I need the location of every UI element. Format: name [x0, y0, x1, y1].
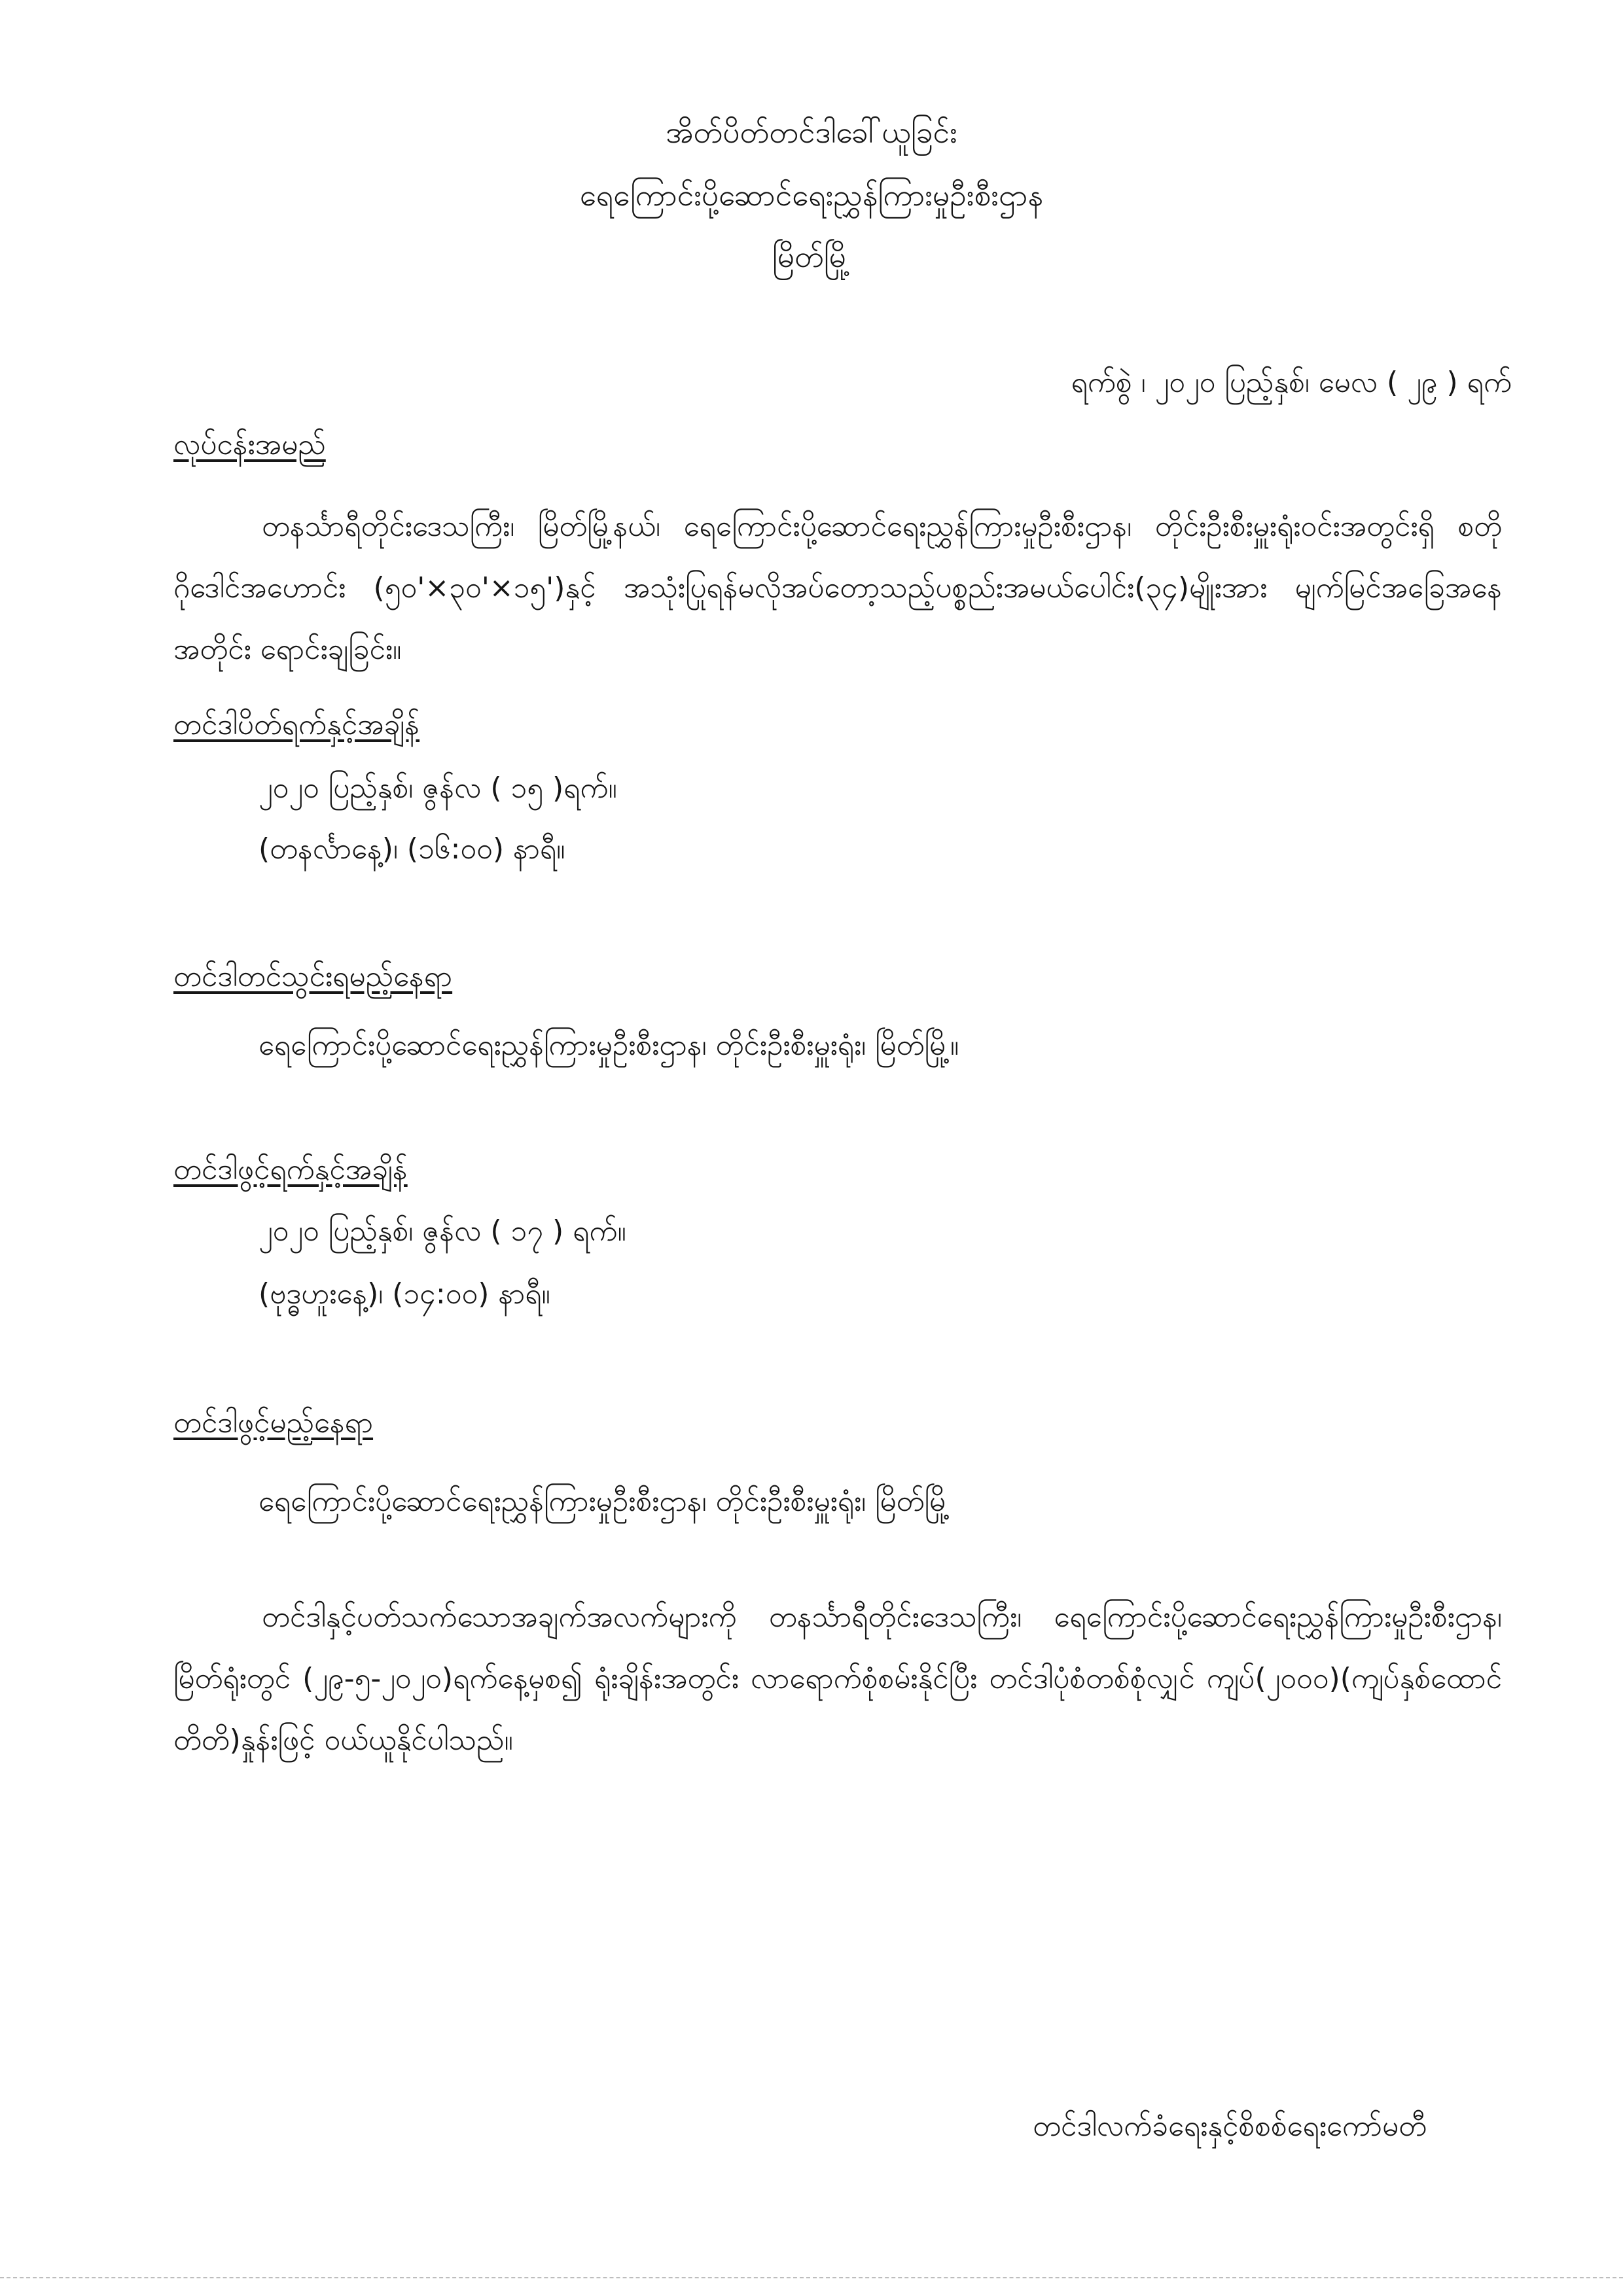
- project-name-body: တနင်္သာရီတိုင်းဒေသကြီး၊ မြိတ်မြို့နယ်၊ ရေကြောင်းပို့ဆောင်ရေးညွှန်ကြားမှုဦးစီးဌာန၊ တိုင်းဦးစီးမှူးရုံးဝင်းအတွင်းရှိ စတိုဂိုဒေါင်အဟောင်း (၅၀'×၃၀'×၁၅')နှင့် အသုံးပြုရန်မလိုအပ်တော့သည့်ပစ္စည်းအမယ်ပေါင်း(၃၄)မျိုးအား မျက်မြင်အခြေအနေအတိုင်း ရောင်းချခြင်း။: [173, 510, 1502, 666]
- city-name: မြိတ်မြို့: [772, 239, 851, 274]
- closing-date-heading: တင်ဒါပိတ်ရက်နှင့်အချိန်: [173, 708, 420, 741]
- submission-place-heading: တင်ဒါတင်သွင်းရမည့်နေရာ: [173, 960, 453, 993]
- notice-date: ရက်စွဲ ၊ ၂၀၂၀ ပြည့်နှစ်၊ မေလ ( ၂၉ ) ရက်: [1071, 366, 1512, 399]
- opening-time-line: (ဗုဒ္ဓဟူးနေ့)၊ (၁၄:၀၀) နာရီ။: [259, 1277, 550, 1311]
- submission-place-line: ရေကြောင်းပို့ဆောင်ရေးညွှန်ကြားမှုဦးစီးဌာန၊ တိုင်းဦးစီးမှူးရုံး၊ မြိတ်မြို့။: [259, 1029, 959, 1062]
- notice-title: အိတ်ပိတ်တင်ဒါခေါ်ယူခြင်း: [666, 115, 957, 150]
- opening-place-heading: တင်ဒါဖွင့်မည့်နေရာ: [173, 1406, 374, 1439]
- closing-time-line: (တနင်္လာနေ့)၊ (၁၆:၀၀) နာရီ။: [259, 832, 565, 866]
- committee-signature: တင်ဒါလက်ခံရေးနှင့်စိစစ်ရေးကော်မတီ: [1033, 2110, 1427, 2143]
- inquiry-paragraph: တင်ဒါနှင့်ပတ်သက်သောအချက်အလက်များကို တနင်္သာရီတိုင်းဒေသကြီး၊ ရေကြောင်းပို့ဆောင်ရေးညွှန်ကြားမှုဦးစီးဌာန၊ မြိတ်ရုံးတွင် (၂၉-၅-၂၀၂၀)ရက်နေ့မှစ၍ ရုံးချိန်းအတွင်း လာရောက်စုံစမ်းနိုင်ပြီး တင်ဒါပုံစံတစ်စုံလျှင် ကျပ်(၂၀၀၀)(ကျပ်နှစ်ထောင်တိတိ)နှုန်းဖြင့် ဝယ်ယူနိုင်ပါသည်။: [173, 1600, 1502, 1757]
- project-name-heading: လုပ်ငန်းအမည်: [173, 428, 326, 461]
- opening-place-line: ရေကြောင်းပို့ဆောင်ရေးညွှန်ကြားမှုဦးစီးဌာန၊ တိုင်းဦးစီးမှူးရုံး၊ မြိတ်မြို့: [259, 1485, 950, 1518]
- opening-date-line: ၂၀၂၀ ပြည့်နှစ်၊ ဇွန်လ ( ၁၇ ) ရက်။: [259, 1214, 626, 1248]
- opening-date-heading: တင်ဒါဖွင့်ရက်နှင့်အချိန်: [173, 1153, 408, 1186]
- department-name: ရေကြောင်းပို့ဆောင်ရေးညွှန်ကြားမှုဦးစီးဌာန: [579, 177, 1044, 213]
- scan-edge-rule: [0, 2277, 1623, 2278]
- closing-date-line: ၂၀၂၀ ပြည့်နှစ်၊ ဇွန်လ ( ၁၅ )ရက်။: [259, 771, 617, 805]
